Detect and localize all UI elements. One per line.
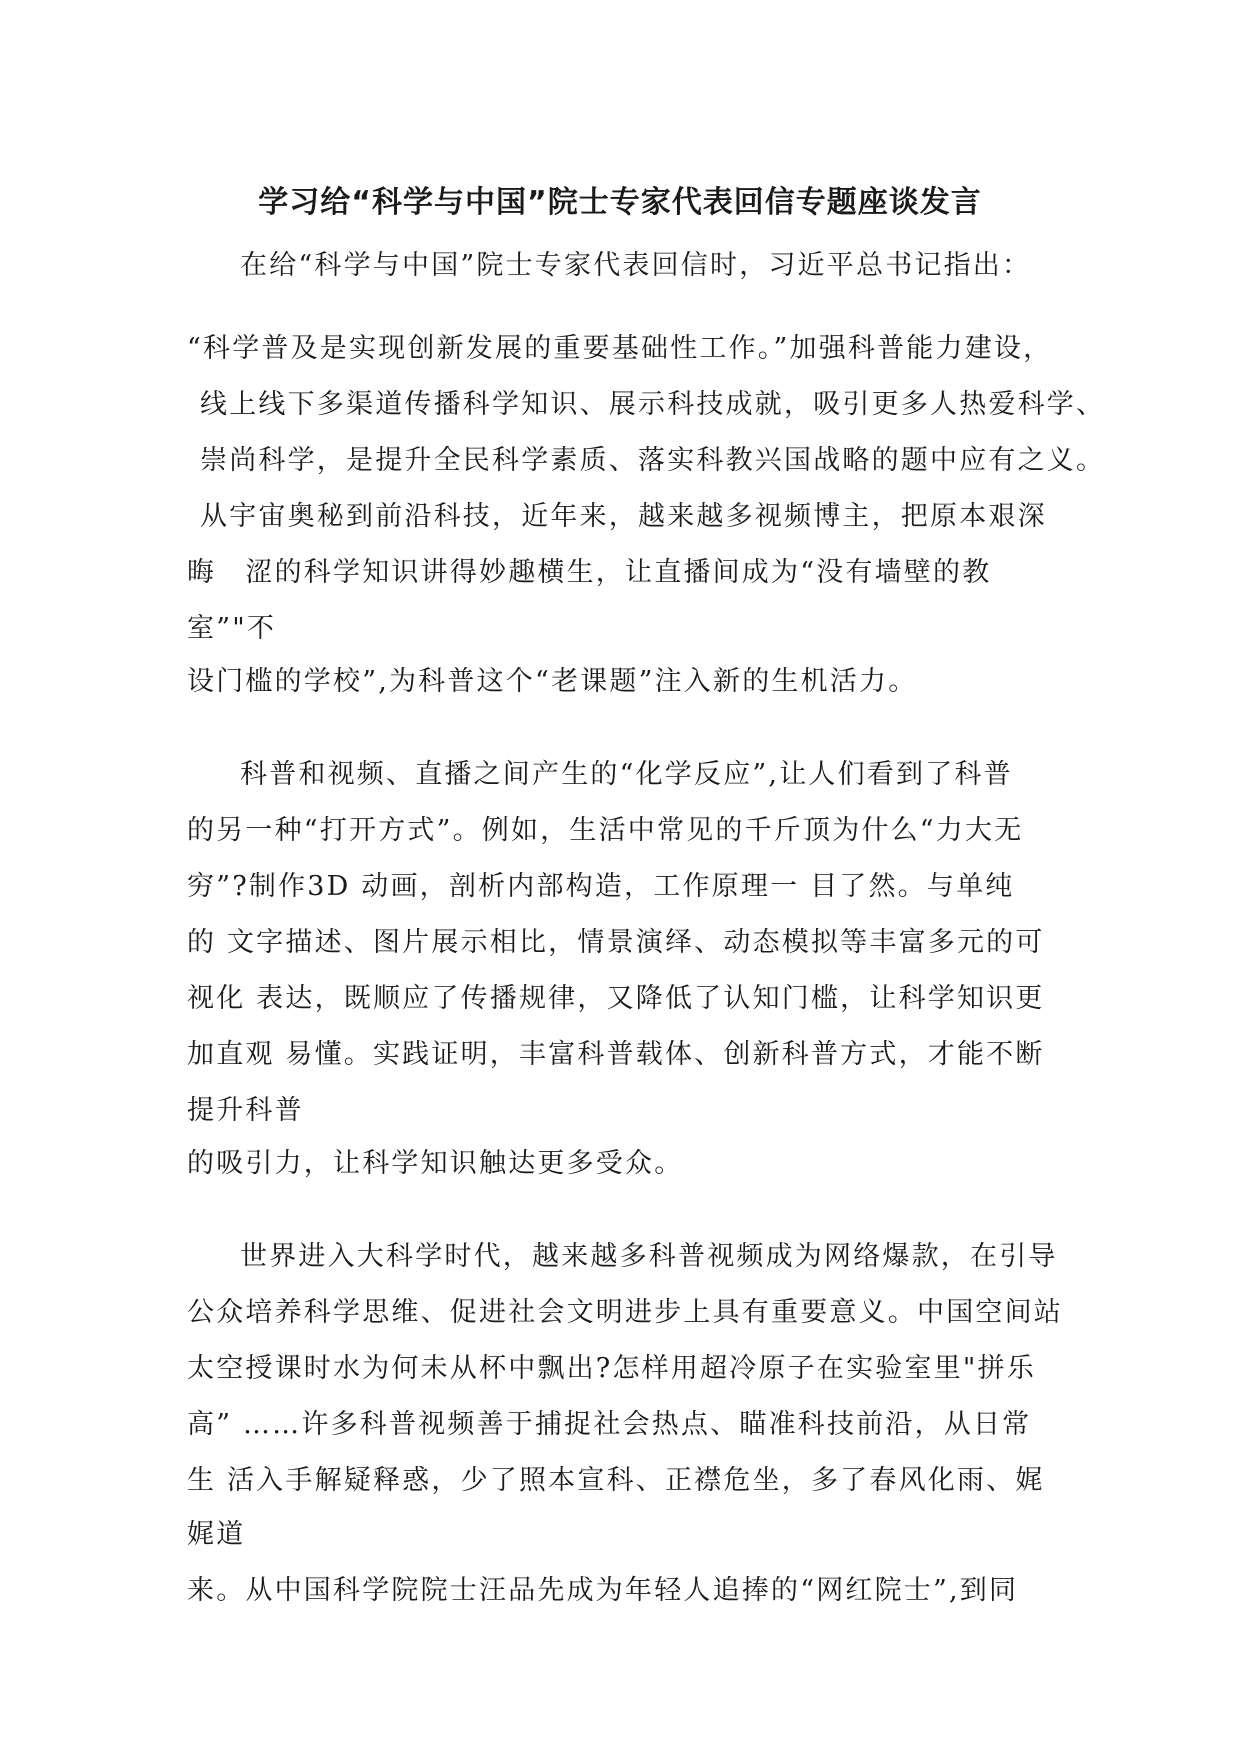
paragraph-3-line-2: 公众培养科学思维、促进社会文明进步上具有重要意义。中国空间站 <box>187 1297 1063 1328</box>
paragraph-1-line-5: 从宇宙奥秘到前沿科技，近年来，越来越多视频博主，把原本艰深 <box>200 501 1047 532</box>
paragraph-3-line-3: 太空授课时水为何未从杯中飘出?怎样用超冷原子在实验室里"拼乐 <box>187 1353 1036 1384</box>
paragraph-1-line-7: 室”"不 <box>187 613 277 644</box>
paragraph-1-line-2: “科学普及是实现创新发展的重要基础性工作。”加强科普能力建设， <box>187 333 1053 364</box>
paragraph-3-line-5: 生 活入手解疑释惑，少了照本宣科、正襟危坐，多了春风化雨、娓 <box>187 1465 1045 1496</box>
paragraph-3-line-7: 来。从中国科学院院士汪品先成为年轻人追捧的“网红院士”,到同 <box>187 1575 1019 1606</box>
paragraph-2-line-8: 的吸引力，让科学知识触达更多受众。 <box>187 1148 684 1179</box>
paragraph-1-line-8: 设门槛的学校”,为科普这个“老课题”注入新的生机活力。 <box>187 666 918 697</box>
paragraph-3-line-1: 世界进入大科学时代，越来越多科普视频成为网络爆款，在引导 <box>240 1241 1058 1272</box>
document-title: 学习给“科学与中国”院士专家代表回信专题座谈发言 <box>258 185 982 220</box>
paragraph-2-line-6: 加直观 易懂。实践证明，丰富科普载体、创新科普方式，才能不断 <box>187 1039 1045 1070</box>
paragraph-2-line-3: 穷”?制作3D 动画，剖析内部构造，工作原理一 目了然。与单纯 <box>187 871 1015 902</box>
paragraph-1-line-1: 在给“科学与中国”院士专家代表回信时，习近平总书记指出： <box>240 250 1032 281</box>
paragraph-3-line-6: 娓道 <box>187 1519 246 1550</box>
paragraph-2-line-5: 视化 表达，既顺应了传播规律，又降低了认知门槛，让科学知识更 <box>187 983 1045 1014</box>
paragraph-1-line-6: 晦 涩的科学知识讲得妙趣横生，让直播间成为“没有墙壁的教 <box>187 557 992 588</box>
paragraph-3-line-4: 高” ……许多科普视频善于捕捉社会热点、瞄准科技前沿，从日常 <box>187 1409 1032 1440</box>
paragraph-2-line-2: 的另一种“打开方式”。例如，生活中常见的千斤顶为什么“力大无 <box>187 815 1024 846</box>
paragraph-1-line-3: 线上线下多渠道传播科学知识、展示科技成就，吸引更多人热爱科学、 <box>200 389 1106 420</box>
paragraph-2-line-7: 提升科普 <box>187 1095 304 1126</box>
paragraph-2-line-4: 的 文字描述、图片展示相比，情景演绎、动态模拟等丰富多元的可 <box>187 927 1045 958</box>
paragraph-2-line-1: 科普和视频、直播之间产生的“化学反应”,让人们看到了科普 <box>240 759 1013 790</box>
paragraph-1-line-4: 崇尚科学，是提升全民科学素质、落实科教兴国战略的题中应有之义。 <box>200 445 1106 476</box>
